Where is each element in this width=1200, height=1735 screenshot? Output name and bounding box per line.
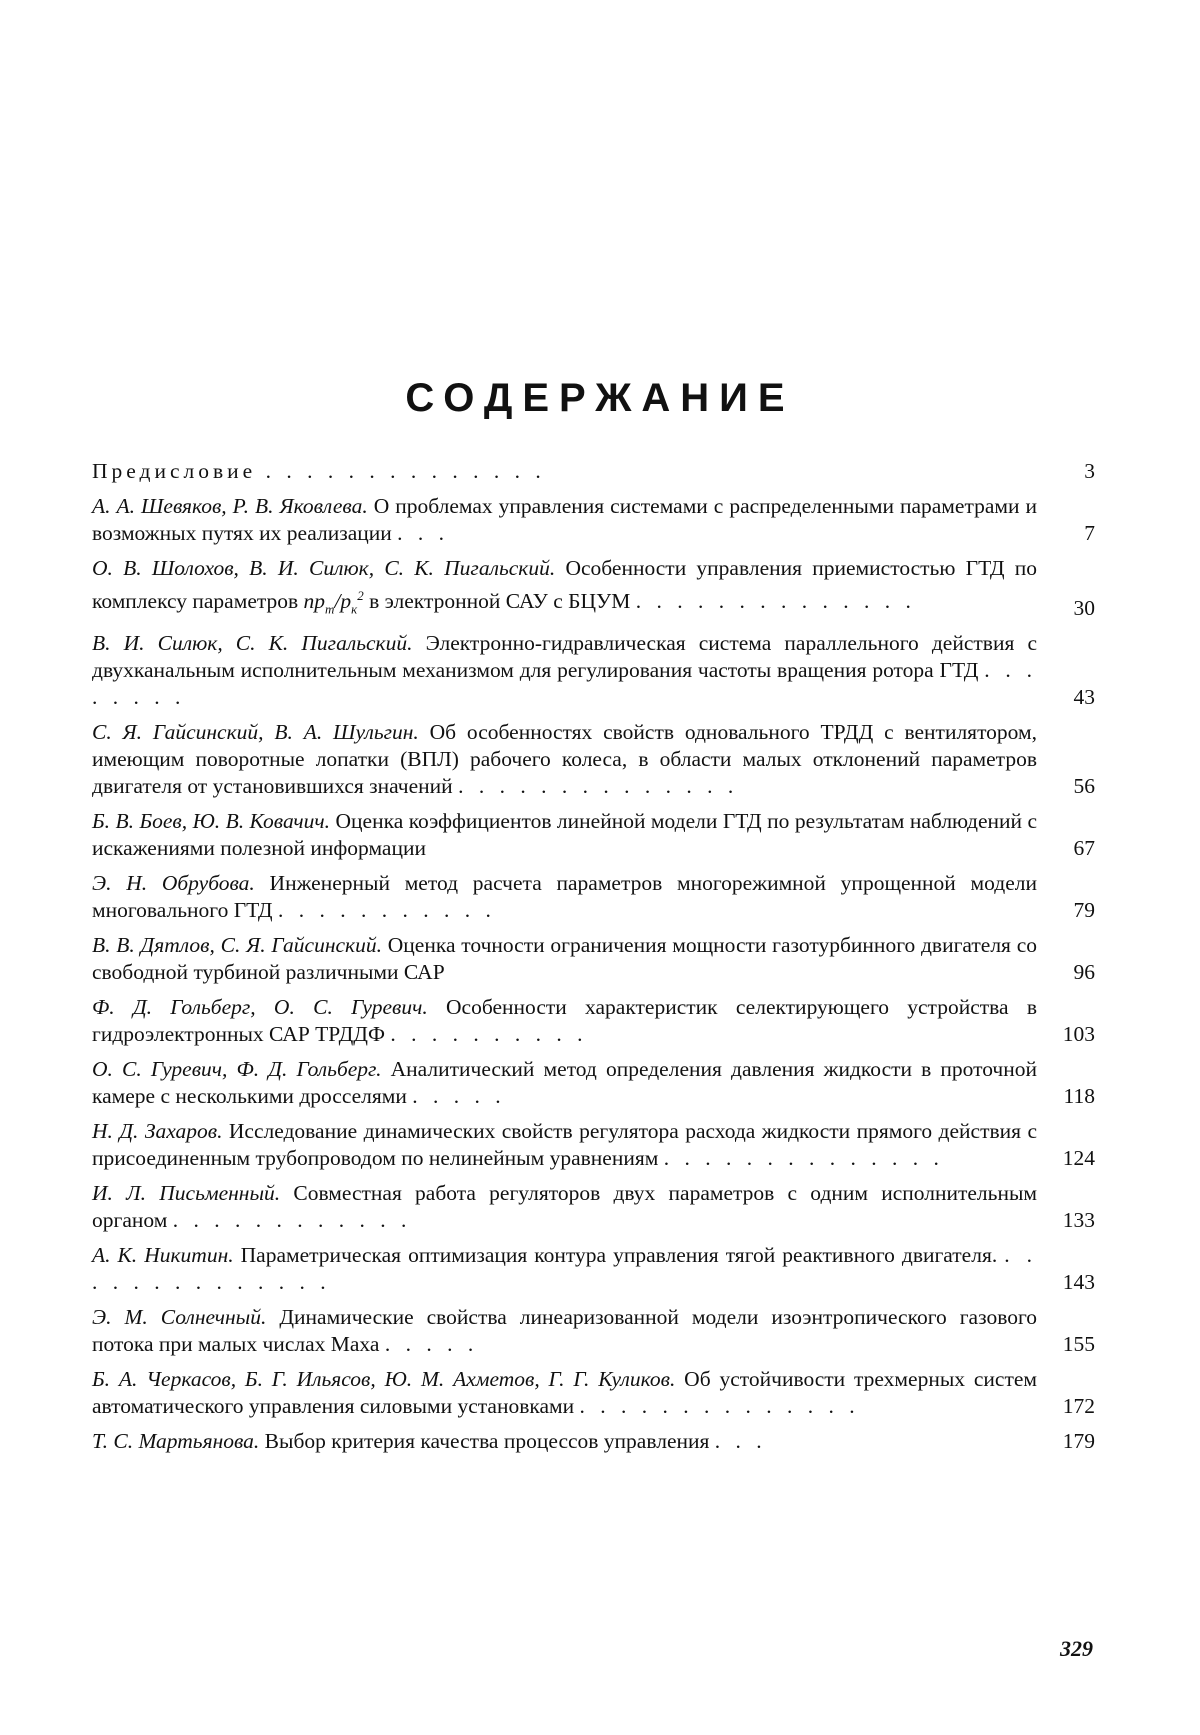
dot-leader: . . . . . [384, 1332, 479, 1357]
toc-entry-title: Особенности характеристик селектирующего устройства в гидроэлектронных САР ТРДДФ [92, 995, 1038, 1047]
toc-entry-title: Электронно-гидравлическая система параллельного действия с двухканальным исполнительным механизмом для регулирования частоты вращения ротора ГТД [92, 631, 1038, 683]
toc-entry[interactable] [92, 555, 1095, 622]
toc-entry-text [92, 808, 1049, 862]
toc-entry-authors: О. В. Шолохов, В. И. Силюк, С. К. Пигальский. [92, 556, 556, 580]
dot-leader: . . . . . . . . . . . . . . [635, 589, 916, 614]
toc-entry-authors: В. В. Дятлов, С. Я. Гайсинский. [92, 933, 382, 958]
toc-entry-text [92, 1056, 1049, 1110]
toc-entry[interactable] [92, 1118, 1095, 1172]
toc-entry-text [92, 719, 1049, 800]
toc-page-number: 67 [1073, 836, 1095, 861]
dot-leader: . . . [714, 1429, 767, 1454]
toc-entry-title: Об особенностях свойств одновального ТРДД с вентилятором, имеющим поворотные лопатки (ВПЛ) рабочего колеса, в области малых отклонений параметров двигателя от установившихся значений [92, 720, 1037, 799]
toc-page-number: 179 [1062, 1429, 1095, 1454]
toc-entry-title: Исследование динамических свойств регулятора расхода жидкости прямого действия с присоединенным трубопроводом по нелинейным уравнениям [92, 1119, 1037, 1171]
dot-leader: . . . . . . . . . . . [277, 898, 496, 923]
toc-entry-authors: Б. В. Боев, Ю. В. Ковачич. [92, 809, 331, 834]
toc-entry-title: Динамические свойства линеаризованной модели изоэнтропического газового потока при малых числах Маха [92, 1305, 1037, 1357]
toc-page-number: 155 [1062, 1332, 1095, 1357]
dot-leader: . . . . . . . . [92, 658, 1038, 710]
dot-leader: . . . . . . . . . . . . [172, 1208, 412, 1233]
toc-entry[interactable] [92, 1180, 1095, 1234]
toc-page-number: 7 [1084, 521, 1095, 545]
toc-entry-title: Предисловие [92, 459, 257, 483]
toc-entry-text [92, 493, 1049, 547]
toc-entry-title: Параметрическая оптимизация контура управления тягой реактивного двигателя. [240, 1243, 998, 1268]
toc-page-number: 43 [1073, 685, 1095, 710]
toc-entry[interactable] [92, 1428, 1095, 1455]
table-of-contents [92, 458, 1095, 1463]
toc-entry-title: Аналитический метод определения давления жидкости в проточной камере с несколькими дросселями [92, 1057, 1037, 1109]
formula [303, 588, 364, 617]
toc-entry-title: Совместная работа регуляторов двух параметров с одним исполнительным органом [92, 1181, 1038, 1233]
toc-entry-title: Выбор критерия качества процессов управления [264, 1429, 710, 1454]
dot-leader: . . . . . . . . . . . . . . [265, 459, 546, 483]
toc-entry-text [92, 1366, 1049, 1420]
toc-entry-title: Инженерный метод расчета параметров многорежимной упрощенной модели многовального ГТД [92, 871, 1038, 923]
dot-leader: . . . . . . . . . . . . . . [663, 1146, 944, 1171]
toc-entry-authors: Т. С. Мартьянова. [92, 1429, 260, 1454]
dot-leader: . . . . . . . . . . [390, 1022, 588, 1047]
toc-entry-title: Особенности управления приемистостью ГТД по комплексу параметров [92, 556, 1038, 614]
toc-entry[interactable] [92, 1304, 1095, 1358]
toc-entry-title: Оценка коэффициентов линейной модели ГТД по результатам наблюдений с искажениями полезной информации [92, 809, 1038, 861]
formula-subscript-t: т [325, 601, 335, 617]
formula-subscript-k: к [351, 601, 358, 617]
toc-entry-text [92, 1118, 1049, 1172]
toc-entry-text [92, 555, 1049, 622]
toc-entry-authors: Э. М. Солнечный. [92, 1305, 267, 1330]
dot-leader: . . . . . . . . . . . . . . [579, 1394, 860, 1419]
toc-page-number: 79 [1073, 898, 1095, 923]
toc-page-number: 3 [1084, 459, 1095, 483]
formula-n: n [303, 589, 315, 614]
toc-page-number: 124 [1062, 1146, 1095, 1171]
toc-entry-title: Об устойчивости трехмерных систем автоматического управления силовыми установками [92, 1367, 1037, 1419]
toc-page-number: 133 [1062, 1208, 1095, 1233]
toc-page-number: 172 [1062, 1394, 1095, 1419]
toc-entry-authors: О. С. Гуревич, Ф. Д. Гольберг. [92, 1057, 382, 1082]
toc-entry-text [92, 458, 1049, 485]
toc-entry-authors: С. Я. Гайсинский, В. А. Шульгин. [92, 720, 419, 745]
toc-entry-preface[interactable] [92, 458, 1095, 485]
formula-exponent: 2 [357, 588, 364, 603]
page-number-folio: 329 [1060, 1636, 1093, 1661]
toc-entry[interactable] [92, 808, 1095, 862]
toc-page-number: 103 [1062, 1022, 1095, 1047]
toc-entry-text [92, 932, 1049, 986]
toc-page-number: 118 [1063, 1084, 1095, 1109]
toc-page-number: 56 [1073, 774, 1095, 799]
formula-slash: / [334, 589, 341, 614]
toc-entry-title: О проблемах управления системами с распределенными параметрами и возможных путях их реализации [92, 494, 1037, 545]
toc-entry[interactable] [92, 493, 1095, 547]
toc-page-number: 96 [1073, 960, 1095, 985]
toc-entry-title: Оценка точности ограничения мощности газотурбинного двигателя со свободной турбиной различными САР [92, 933, 1037, 985]
toc-entry-authors: В. И. Силюк, С. К. Пигальский. [92, 631, 413, 656]
toc-entry-title-continued: в электронной САУ с БЦУМ [369, 589, 631, 614]
toc-entry-authors: Э. Н. Обрубова. [92, 871, 255, 896]
toc-entry-text [92, 1180, 1049, 1234]
toc-entry-text [92, 1304, 1049, 1358]
toc-entry[interactable] [92, 1366, 1095, 1420]
toc-entry[interactable] [92, 994, 1095, 1048]
toc-entry[interactable] [92, 870, 1095, 924]
toc-page-number: 30 [1073, 596, 1095, 621]
toc-entry-authors: А. А. Шевяков, Р. В. Яковлева. [92, 494, 368, 518]
toc-entry-authors: А. К. Никитин. [92, 1243, 234, 1268]
dot-leader: . . . . . . . . . . . . . . [92, 1243, 1038, 1295]
toc-entry-authors: Б. А. Черкасов, Б. Г. Ильясов, Ю. М. Ахметов, Г. Г. Куликов. [92, 1367, 676, 1392]
toc-entry-text [92, 630, 1049, 711]
toc-entry-text [92, 1242, 1049, 1296]
toc-entry[interactable] [92, 630, 1095, 711]
formula-p: p [340, 589, 352, 614]
page-title: СОДЕРЖАНИЕ [405, 376, 795, 420]
toc-entry[interactable] [92, 719, 1095, 800]
toc-entry-text [92, 870, 1049, 924]
toc-entry-authors: Н. Д. Захаров. [92, 1119, 223, 1144]
toc-entry-authors: Ф. Д. Гольберг, О. С. Гуревич. [92, 995, 428, 1020]
dot-leader: . . . . . [412, 1084, 506, 1109]
formula-p: p [314, 589, 326, 614]
toc-entry-authors: И. Л. Письменный. [92, 1181, 281, 1206]
dot-leader: . . . [397, 521, 450, 545]
toc-page-number: 143 [1062, 1270, 1095, 1295]
toc-entry[interactable] [92, 932, 1095, 986]
toc-entry-text [92, 1428, 1049, 1455]
toc-entry[interactable] [92, 1056, 1095, 1110]
toc-entry-text [92, 994, 1049, 1048]
toc-entry[interactable] [92, 1242, 1095, 1296]
dot-leader: . . . . . . . . . . . . . . [458, 774, 739, 799]
